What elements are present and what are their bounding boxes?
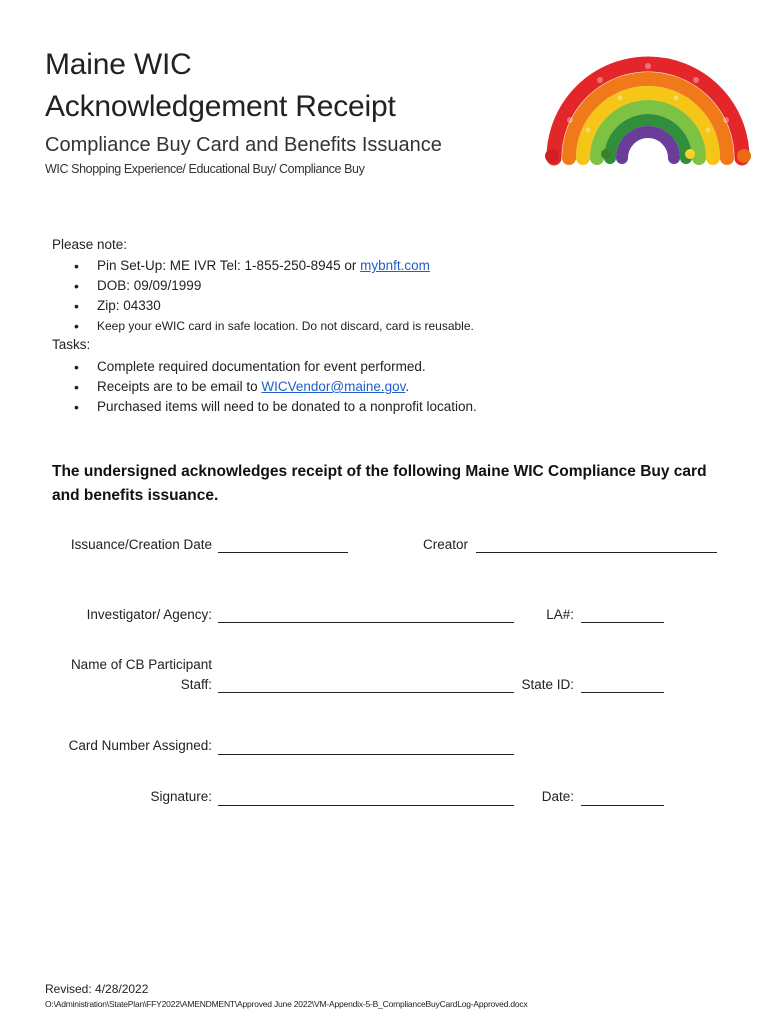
card-number-label: Card Number Assigned: bbox=[68, 738, 212, 753]
list-item: • Zip: 04330 bbox=[72, 296, 474, 316]
list-item bbox=[72, 377, 477, 397]
wicvendor-email-link[interactable]: WICVendor@maine.gov bbox=[261, 379, 406, 394]
acknowledgement-statement: The undersigned acknowledges receipt of the following Maine WIC Compliance Buy card and benefits issuance. bbox=[52, 463, 707, 504]
list-item: • Purchased items will need to be donated to a nonprofit location. bbox=[72, 397, 477, 417]
pin-setup-text: Pin Set-Up: ME IVR Tel: 1-855-250-8945 or bbox=[97, 258, 361, 273]
title-line-2: Acknowledgement Receipt bbox=[45, 90, 396, 123]
creator-field[interactable] bbox=[476, 552, 717, 553]
notes-list bbox=[72, 256, 474, 336]
signature-field[interactable] bbox=[218, 805, 514, 806]
title-line-1: Maine WIC bbox=[45, 48, 192, 81]
file-path: O:\Administration\StatePlan\FFY2022\AMENDMENT\Approved June 2022\VM-Appendix-5-B_ComplianceBuyCardLog-Approved.docx bbox=[45, 999, 528, 1009]
state-id-label: State ID: bbox=[521, 677, 574, 692]
participant-label-line1: Name of CB Participant bbox=[70, 657, 212, 672]
receipts-text: Receipts are to be email to bbox=[97, 379, 262, 394]
list-item: • DOB: 09/09/1999 bbox=[72, 276, 474, 296]
list-item: • Keep your eWIC card in safe location. Do not discard, card is reusable. bbox=[72, 316, 474, 336]
sub-subtitle: WIC Shopping Experience/ Educational Buy/ Compliance Buy bbox=[45, 162, 365, 176]
creator-label: Creator bbox=[422, 537, 468, 552]
investigator-agency-label: Investigator/ Agency: bbox=[86, 607, 212, 622]
list-item bbox=[72, 256, 474, 276]
date-field[interactable] bbox=[581, 805, 664, 806]
investigator-agency-field[interactable] bbox=[218, 622, 514, 623]
issuance-date-label: Issuance/Creation Date bbox=[70, 537, 212, 552]
la-number-label: LA#: bbox=[546, 607, 574, 622]
revised-date: Revised: 4/28/2022 bbox=[45, 982, 149, 996]
mybnft-link[interactable]: mybnft.com bbox=[360, 258, 430, 273]
issuance-date-field[interactable] bbox=[218, 552, 348, 553]
participant-staff-field[interactable] bbox=[218, 692, 514, 693]
tasks-heading: Tasks: bbox=[52, 337, 91, 352]
list-item: • Complete required documentation for event performed. bbox=[72, 357, 477, 377]
rainbow-produce-icon bbox=[540, 50, 756, 168]
state-id-field[interactable] bbox=[581, 692, 664, 693]
please-note-heading: Please note: bbox=[52, 237, 128, 252]
signature-label: Signature: bbox=[150, 789, 212, 804]
card-number-field[interactable] bbox=[218, 754, 514, 755]
receipts-suffix: . bbox=[405, 379, 410, 394]
subtitle: Compliance Buy Card and Benefits Issuance bbox=[45, 134, 442, 156]
participant-label-line2: Staff: bbox=[180, 677, 212, 692]
tasks-list bbox=[72, 357, 477, 417]
la-number-field[interactable] bbox=[581, 622, 664, 623]
date-label: Date: bbox=[541, 789, 574, 804]
